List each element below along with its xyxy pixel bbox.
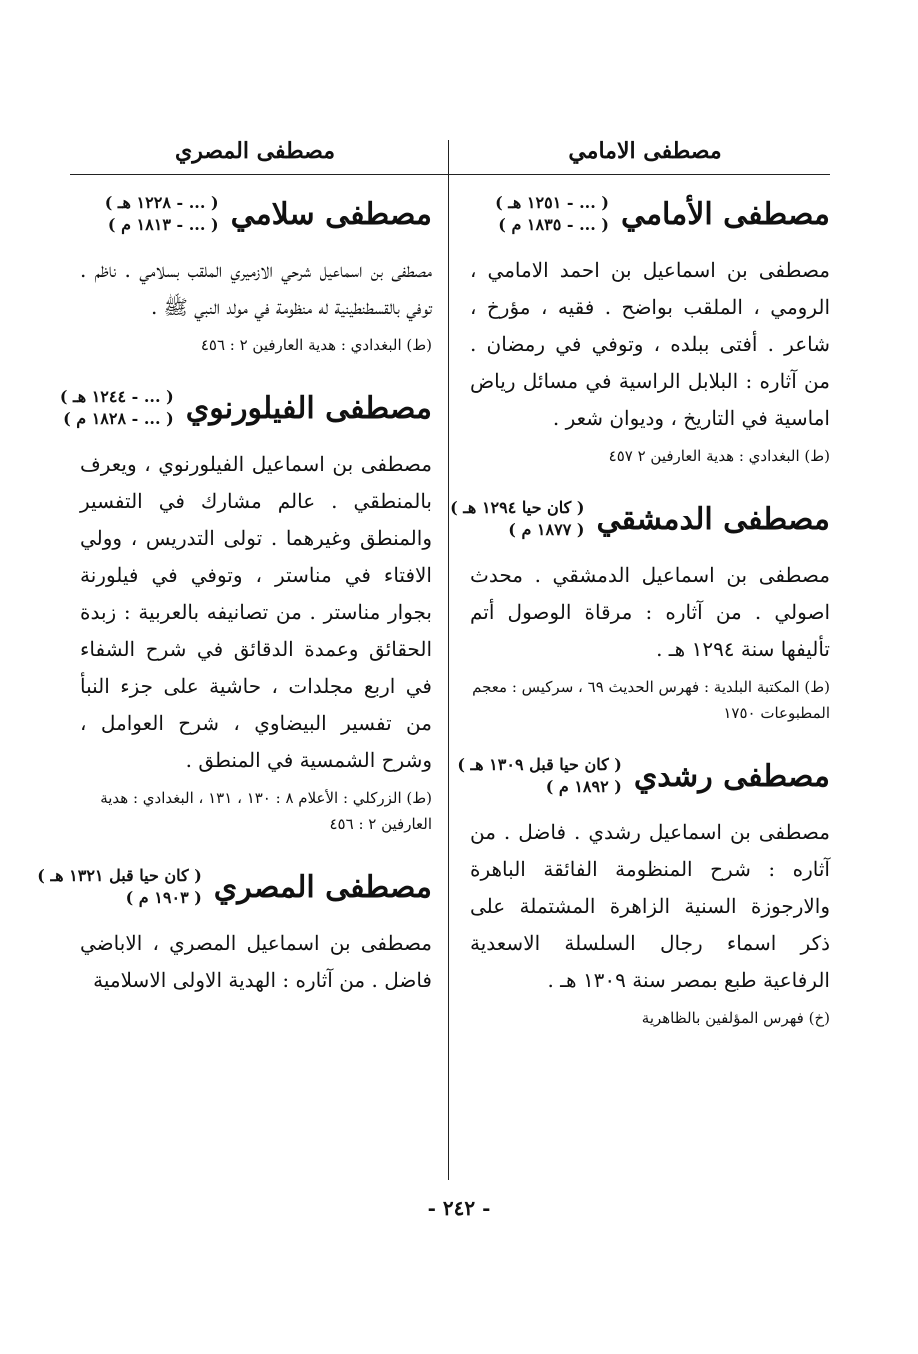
entry-source: (ط) الزركلي : الأعلام ٨ : ١٣٠ ، ١٣١ ، البغدادي : هدية العارفين ٢ : ٤٥٦ <box>100 789 432 833</box>
entry-body: مصطفى بن اسماعيل شرحي الازميري الملقب بسلامي . ناظم . توفي بالقسطنطينية له منظومة في مولد النبي ﷺ . <box>80 258 432 319</box>
date-gregorian: ( ... - ١٨٢٨ م ) <box>63 409 174 428</box>
date-gregorian: ( ١٨٩٢ م ) <box>545 777 622 796</box>
running-head-right: مصطفى الامامي <box>568 138 722 164</box>
entry-body: مصطفى بن اسماعيل الفيلورنوي ، ويعرف بالمنطقي . عالم مشارك في التفسير والمنطق وغيرهما . تولى التدريس ، وولي الافتاء في مناستر ، وتوفي في فيلورنة بجوار مناستر . من تصانيفه بالعربية : زبدة الحقائق وعمدة الدقائق في شرح الشفاء في اربع مجلدات ، حاشية على جزء النبأ من تفسير البيضاوي ، شرح العوامل ، وشرح الشمسية في المنطق . <box>80 452 432 772</box>
entry-source: (ط) البغدادي : هدية العارفين ٢ : ٤٥٦ <box>200 336 432 354</box>
entry-heading <box>457 742 830 810</box>
running-head-left: مصطفى المصري <box>174 138 335 164</box>
entry <box>80 180 432 358</box>
entry-body: مصطفى بن اسماعيل رشدي . فاضل . من آثاره : شرح المنظومة الفائقة الباهرة والارجوزة السنية الزاهرة المشتملة على ذكر اسماء رجال السلسلة الاسعدية الرفاعية طبع بمصر سنة ١٣٠٩ هـ . <box>470 820 830 992</box>
date-hijri: ( كان حيا ١٢٩٤ هـ ) <box>450 498 585 517</box>
entry-heading <box>80 180 432 248</box>
date-hijri: ( ... - ١٢٤٤ هـ ) <box>59 387 174 406</box>
entry-name: مصطفى الأمامي <box>620 196 830 232</box>
entry-dates <box>105 192 219 236</box>
entry <box>470 180 830 469</box>
entry-source: (ط) البغدادي : هدية العارفين ٢ ٤٥٧ <box>608 447 830 465</box>
date-hijri: ( ... - ١٢٥١ هـ ) <box>495 193 609 212</box>
entry-dates <box>37 865 202 909</box>
entry <box>59 374 432 837</box>
page-number: - ٢٤٢ - <box>427 1196 491 1220</box>
date-gregorian: ( ١٨٧٧ م ) <box>508 520 585 539</box>
entry-name: مصطفى الدمشقي <box>596 501 830 537</box>
entry-body: مصطفى بن اسماعيل بن احمد الامامي ، الرومي ، الملقب بواضح . فقيه ، مؤرخ ، شاعر . أفتى ببلده ، وتوفي في رمضان . من آثاره : البلابل الراسية في مسائل رياض اماسية في التاريخ ، وديوان شعر . <box>470 258 830 430</box>
entry-dates <box>457 754 622 798</box>
header-rule <box>70 174 830 175</box>
entry-name: مصطفى سلامي <box>230 196 432 232</box>
entry-heading <box>37 853 432 921</box>
date-gregorian: ( ... - ١٨٣٥ م ) <box>498 215 609 234</box>
entry-dates <box>495 192 609 236</box>
date-hijri: ( ... - ١٢٢٨ هـ ) <box>104 193 219 212</box>
date-gregorian: ( ... - ١٨١٣ م ) <box>107 215 219 234</box>
entry <box>37 853 432 999</box>
right-column <box>450 180 830 1047</box>
entry-name: مصطفى رشدي <box>633 758 830 794</box>
entry-heading <box>59 374 432 442</box>
entry-dates <box>60 386 174 430</box>
entry <box>450 485 830 726</box>
date-hijri: ( كان حيا قبل ١٣٠٩ هـ ) <box>457 755 622 774</box>
date-hijri: ( كان حيا قبل ١٣٢١ هـ ) <box>37 866 202 885</box>
left-column <box>37 180 432 1015</box>
date-gregorian: ( ١٩٠٣ م ) <box>125 888 202 907</box>
entry-source: (خ) فهرس المؤلفين بالظاهرية <box>641 1009 830 1027</box>
entry-source: (ط) المكتبة البلدية : فهرس الحديث ٦٩ ، سركيس : معجم المطبوعات ١٧٥٠ <box>472 678 830 722</box>
entry <box>457 742 830 1031</box>
entry-name: مصطفى المصري <box>213 869 432 905</box>
entry-heading <box>470 180 830 248</box>
running-head <box>70 138 830 178</box>
entry-body: مصطفى بن اسماعيل المصري ، الاباضي فاضل . من آثاره : الهدية الاولى الاسلامية <box>80 931 432 992</box>
entry-heading <box>450 485 830 553</box>
entry-body: مصطفى بن اسماعيل الدمشقي . محدث اصولي . من آثاره : مرقاة الوصول أتم تأليفها سنة ١٢٩٤ هـ . <box>470 563 830 661</box>
entry-dates <box>450 497 584 541</box>
column-divider <box>448 140 449 1180</box>
entry-name: مصطفى الفيلورنوي <box>185 390 432 426</box>
